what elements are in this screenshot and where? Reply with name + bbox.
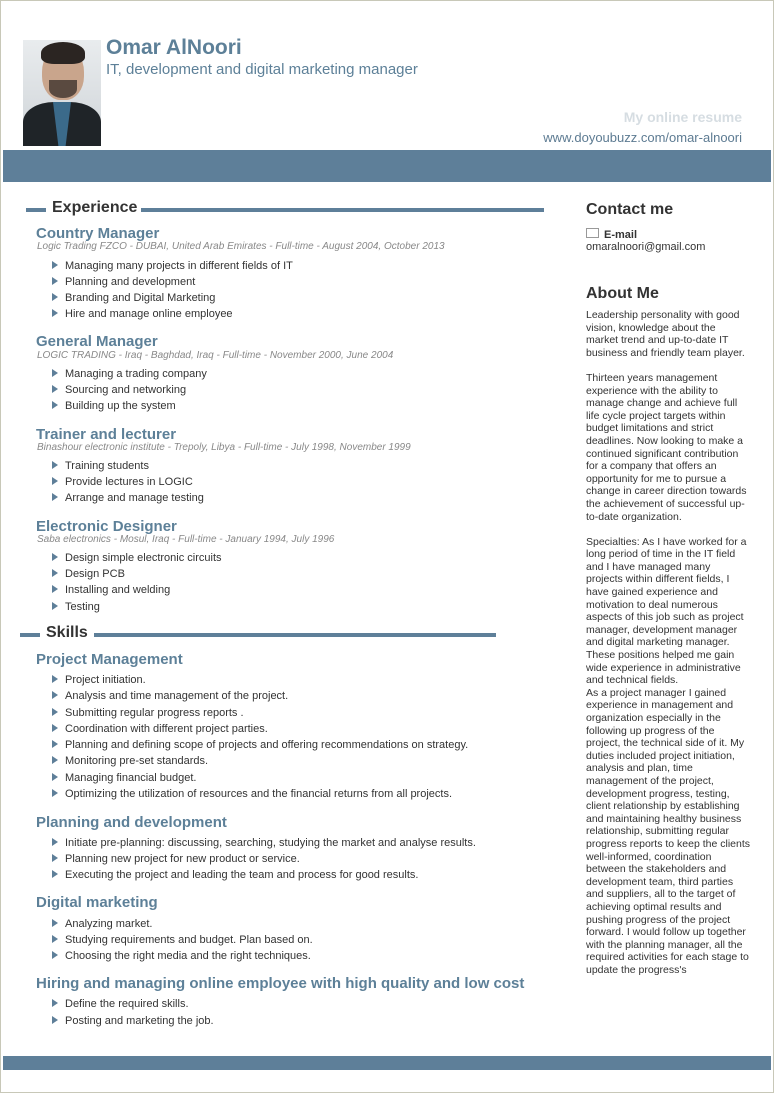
job-title: Country Manager: [36, 225, 160, 242]
footer-band: [3, 1056, 771, 1070]
bullet-icon: [52, 724, 58, 732]
contact-heading: Contact me: [586, 201, 674, 218]
job-meta: Binashour electronic institute - Trepoly, Libya - Full-time - July 1998, November 1999: [37, 442, 411, 453]
skill-group-title: Hiring and managing online employee with high quality and low cost: [36, 975, 525, 992]
job-title: General Manager: [36, 333, 158, 350]
list-item: Branding and Digital Marketing: [52, 292, 215, 304]
person-job-title: IT, development and digital marketing manager: [106, 61, 418, 78]
skills-heading: Skills: [42, 624, 92, 642]
list-item: Hire and manage online employee: [52, 308, 233, 320]
bullet-icon: [52, 740, 58, 748]
skills-section-header: [20, 624, 496, 644]
bullet-icon: [52, 261, 58, 269]
list-item: Planning and development: [52, 276, 195, 288]
bullet-icon: [52, 309, 58, 317]
list-item: Planning new project for new product or service.: [52, 853, 300, 865]
list-item: Initiate pre-planning: discussing, searching, studying the market and analyse results.: [52, 837, 476, 849]
bullet-icon: [52, 277, 58, 285]
bullet-icon: [52, 708, 58, 716]
bullet-icon: [52, 602, 58, 610]
about-paragraph: Thirteen years management experience with the ability to manage change and achieve full life cycle project targets within budget limitations and strict deadlines. Now looking to make a continued significant contribution for a company that offers an opportunity for me to pursue a change in career direction towards the achievement of successful up-to-date organization.: [586, 371, 747, 523]
job-title: Electronic Designer: [36, 518, 177, 535]
about-text: [586, 309, 750, 989]
bullet-icon: [52, 461, 58, 469]
list-item: Provide lectures in LOGIC: [52, 476, 193, 488]
job-meta: Logic Trading FZCO - DUBAI, United Arab Emirates - Full-time - August 2004, October 2013: [37, 241, 445, 252]
experience-heading: Experience: [48, 199, 141, 217]
list-item: Design simple electronic circuits: [52, 552, 222, 564]
bullet-icon: [52, 789, 58, 797]
job-title: Trainer and lecturer: [36, 426, 177, 443]
bullet-icon: [52, 585, 58, 593]
about-heading: About Me: [586, 285, 659, 302]
list-item: Choosing the right media and the right techniques.: [52, 950, 311, 962]
bullet-icon: [52, 935, 58, 943]
list-item: Installing and welding: [52, 584, 170, 596]
resume-url-link[interactable]: www.doyoubuzz.com/omar-alnoori: [543, 130, 742, 145]
skill-group-title: Digital marketing: [36, 894, 158, 911]
bullet-icon: [52, 493, 58, 501]
list-item: Managing many projects in different fields of IT: [52, 260, 293, 272]
header-band: [3, 150, 771, 182]
skill-group-title: Project Management: [36, 651, 183, 668]
bullet-icon: [52, 569, 58, 577]
list-item: Posting and marketing the job.: [52, 1015, 214, 1027]
about-paragraph: Leadership personality with good vision, knowledge about the market trend and up-to-date IT business and friendly team player.: [586, 309, 745, 359]
job-meta: Saba electronics - Mosul, Iraq - Full-time - January 1994, July 1996: [37, 534, 335, 545]
skill-group-title: Planning and development: [36, 814, 227, 831]
list-item: Analysis and time management of the project.: [52, 690, 288, 702]
list-item: Optimizing the utilization of resources and the financial returns from all projects.: [52, 788, 452, 800]
email-label: E-mail: [586, 228, 637, 241]
bullet-icon: [52, 870, 58, 878]
bullet-icon: [52, 773, 58, 781]
list-item: Sourcing and networking: [52, 384, 186, 396]
list-item: Project initiation.: [52, 674, 146, 686]
bullet-icon: [52, 293, 58, 301]
envelope-icon: [586, 228, 599, 238]
profile-photo: [23, 40, 101, 146]
email-link[interactable]: omaralnoori@gmail.com: [586, 241, 706, 253]
bullet-icon: [52, 691, 58, 699]
list-item: Analyzing market.: [52, 918, 152, 930]
list-item: Arrange and manage testing: [52, 492, 204, 504]
list-item: Building up the system: [52, 400, 176, 412]
list-item: Coordination with different project parties.: [52, 723, 268, 735]
bullet-icon: [52, 951, 58, 959]
online-resume-label: My online resume: [623, 109, 742, 125]
bullet-icon: [52, 854, 58, 862]
bullet-icon: [52, 999, 58, 1007]
bullet-icon: [52, 385, 58, 393]
person-name: Omar AlNoori: [106, 36, 242, 59]
bullet-icon: [52, 1016, 58, 1024]
bullet-icon: [52, 553, 58, 561]
bullet-icon: [52, 756, 58, 764]
list-item: Submitting regular progress reports .: [52, 707, 244, 719]
bullet-icon: [52, 477, 58, 485]
bullet-icon: [52, 675, 58, 683]
list-item: Define the required skills.: [52, 998, 189, 1010]
about-paragraph: Specialties: As I have worked for a long period of time in the IT field and I have managed many projects within different fields, I have gained experience and motivation to deal numerous aspects of this job such as project manager, development manager and digital marketing manager. These positions helped me gain wide experience in administrative and technical fields. As a project manager I gained experience in management and organization especially in the following up progress of the project, the technical side of it. My duties included project initiation, analysis and plan, time management of the project, development progress, testing, client relationship by establishing and maintaining healthy business relationship, submitting regular progress reports to keep the clients well-informed, coordination between the stakeholders and development team, third parties and suppliers, all to the target of achieving optimal results and pushing progress of the project forward. I would follow up together with the planning manager, all the required activities for each stage to update the progress's: [586, 535, 751, 976]
list-item: Studying requirements and budget. Plan based on.: [52, 934, 313, 946]
list-item: Monitoring pre-set standards.: [52, 755, 208, 767]
list-item: Testing: [52, 601, 100, 613]
list-item: Design PCB: [52, 568, 125, 580]
bullet-icon: [52, 369, 58, 377]
list-item: Managing financial budget.: [52, 772, 196, 784]
bullet-icon: [52, 919, 58, 927]
bullet-icon: [52, 838, 58, 846]
list-item: Planning and defining scope of projects and offering recommendations on strategy.: [52, 739, 468, 751]
list-item: Training students: [52, 460, 149, 472]
list-item: Managing a trading company: [52, 368, 207, 380]
list-item: Executing the project and leading the team and process for good results.: [52, 869, 418, 881]
experience-section-header: [26, 199, 544, 219]
bullet-icon: [52, 401, 58, 409]
job-meta: LOGIC TRADING - Iraq - Baghdad, Iraq - Full-time - November 2000, June 2004: [37, 350, 394, 361]
